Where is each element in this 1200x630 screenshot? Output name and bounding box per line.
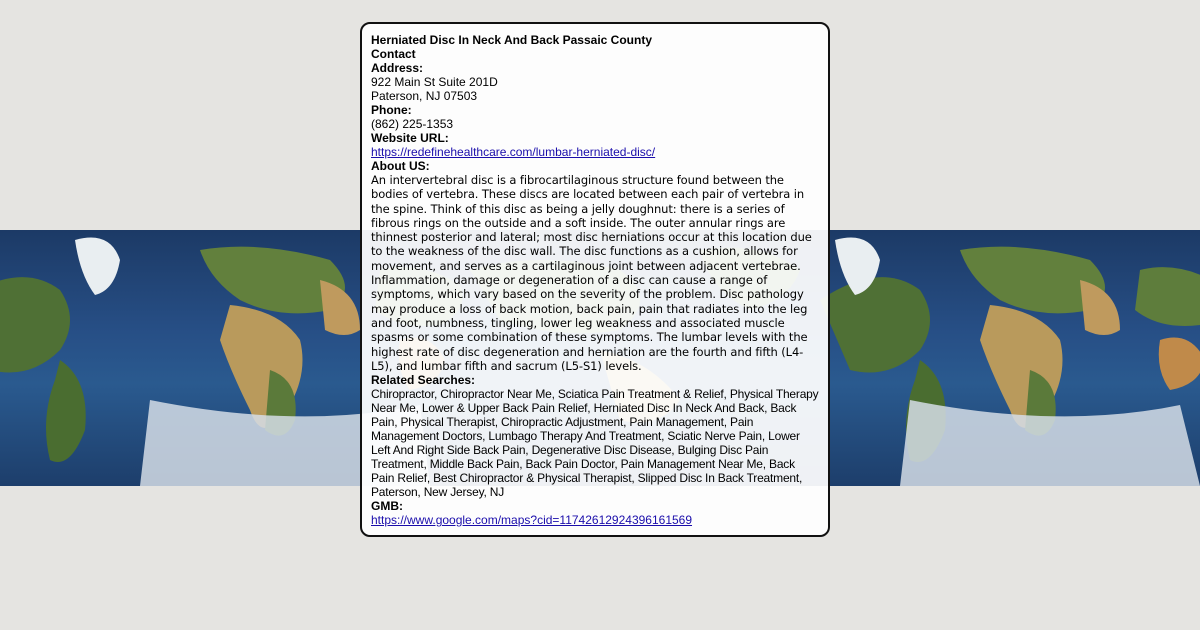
gmb-label: GMB:: [371, 499, 403, 514]
website-label: Website URL:: [371, 131, 449, 145]
phone-label: Phone:: [371, 103, 412, 117]
business-title: Herniated Disc In Neck And Back Passaic County: [371, 33, 652, 47]
about-label: About US:: [371, 159, 430, 173]
about-text: An intervertebral disc is a fibrocartilaginous structure found between the bodies of vertebra. These discs are located between each pair of vertebra in the spine. Think of this disc as being a jelly doughnut: there is a series of fibrous rings on the outside and a soft inside. The outer annular rings are thinnest posterior and lateral; most disc herniations occur at this location due to the weakness of the disc wall. The disc functions as a cushion, allows for movement, and serves as a cartilaginous joint between adjacent vertebrae. Inflammation, damage or degeneration of a disc can cause a range of symptoms, which vary based on the severity of the problem. Disc pathology may produce a loss of back motion, back pain, pain that radiates into the leg and foot, numbness, tingling, lower leg weakness and associated muscle spasms or some combination of these symptoms. The lumbar levels with the highest rate of disc degeneration and herniation are the fourth and fifth (L4-L5), and lumbar fifth and sacrum (L5-S1) levels.: [371, 173, 812, 373]
related-searches-text: Chiropractor, Chiropractor Near Me, Sciatica Pain Treatment & Relief, Physical Therapy Near Me, Lower & Upper Back Pain Relief, Herniated Disc In Neck And Back, Back Pain, Physical Therapist, Chiropractic Adjustment, Pain Management, Pain Management Doctors, Lumbago Therapy And Treatment, Sciatic Nerve Pain, Lower Left And Right Side Back Pain, Degenerative Disc Disease, Bulging Disc Pain Treatment, Middle Back Pain, Back Pain Doctor, Pain Management Near Me, Back Pain Relief, Best Chiropractor & Physical Therapist, Slipped Disc In Back Treatment, Paterson, New Jersey, NJ: [371, 387, 819, 500]
address-line-2: Paterson, NJ 07503: [371, 89, 478, 103]
related-searches-label: Related Searches:: [371, 373, 476, 388]
gmb-link[interactable]: https://www.google.com/maps?cid=11742612924396161569: [371, 513, 693, 528]
business-info-card: [360, 22, 830, 537]
phone-number: (862) 225-1353: [371, 117, 454, 131]
map-tile-right: [820, 238, 1200, 487]
address-label: Address:: [371, 61, 424, 75]
website-link[interactable]: https://redefinehealthcare.com/lumbar-herniated-disc/: [371, 145, 656, 159]
contact-heading: Contact: [371, 47, 416, 61]
address-line-1: 922 Main St Suite 201D: [371, 75, 498, 89]
